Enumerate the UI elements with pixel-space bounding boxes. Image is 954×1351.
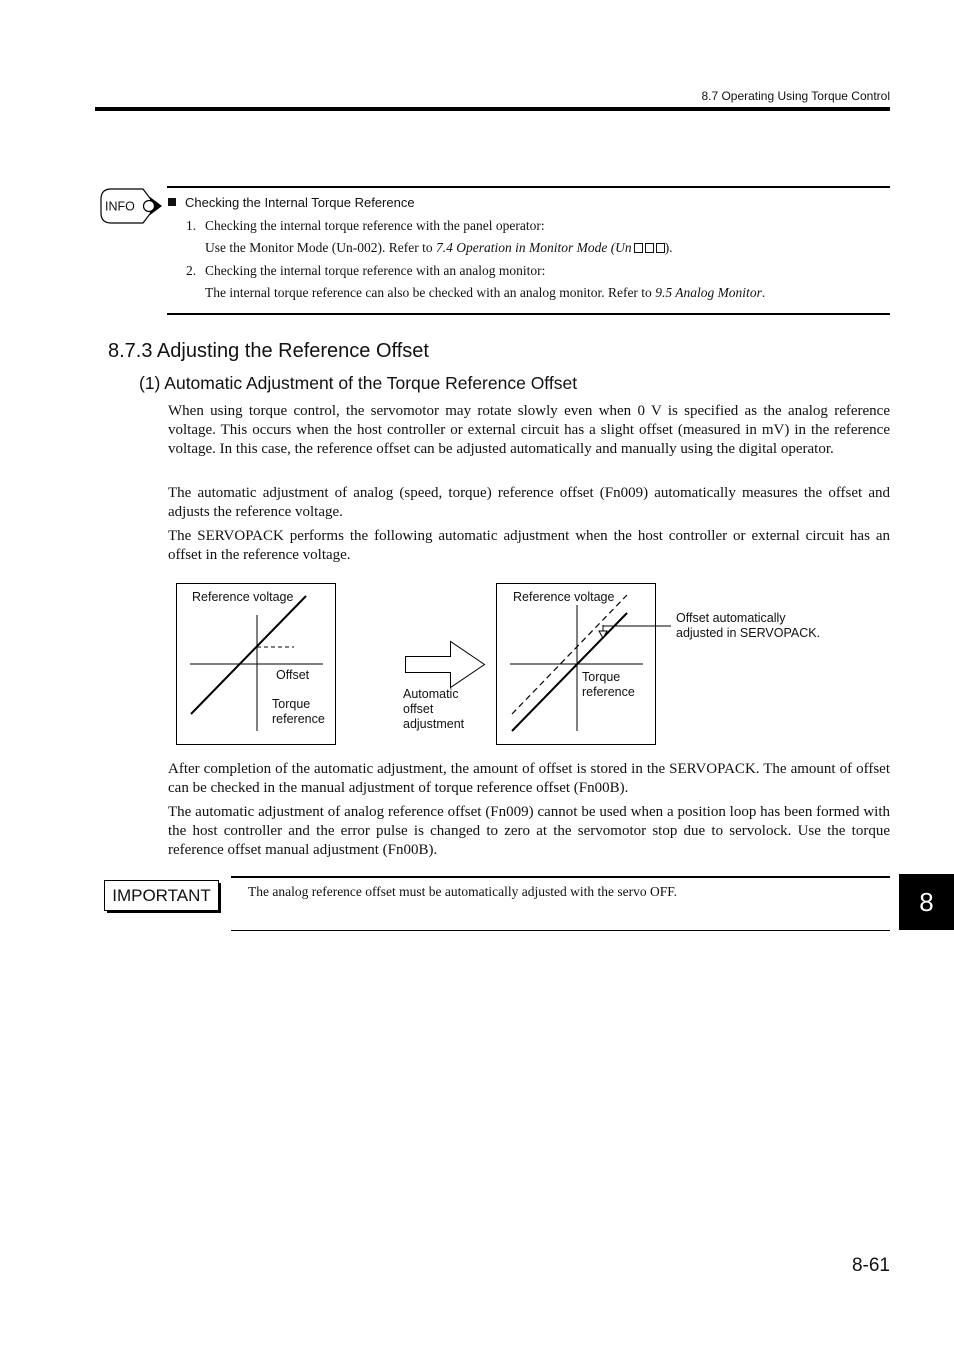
important-text: The analog reference offset must be automatically adjusted with the servo OFF. bbox=[248, 884, 678, 899]
callout-text: Offset automatically bbox=[676, 611, 786, 625]
info-heading-text: Checking the Internal Torque Reference bbox=[185, 195, 415, 210]
x-axis-label: reference bbox=[272, 712, 325, 726]
important-bottom-rule bbox=[231, 930, 890, 931]
box-glyph-icon bbox=[634, 243, 643, 253]
detail-prefix: Use the Monitor Mode (Un-002). Refer to bbox=[205, 240, 436, 255]
callout-text: adjusted in SERVOPACK. bbox=[676, 626, 821, 640]
info-top-rule bbox=[167, 186, 890, 188]
info-heading bbox=[168, 195, 415, 210]
header-rule bbox=[95, 107, 890, 111]
body-paragraph: The automatic adjustment of analog reference offset (Fn009) cannot be used when a position loop has been formed with the host controller and the error pulse is changed to zero at the servomotor stop due to servolock. Use the torque reference offset manual adjustment (Fn00B). bbox=[168, 804, 890, 859]
item-number: 1. bbox=[186, 218, 197, 233]
detail-suffix: ). bbox=[664, 240, 673, 255]
info-item bbox=[186, 218, 545, 234]
arrow-caption: offset bbox=[403, 702, 434, 716]
chapter-tab: 8 bbox=[899, 874, 954, 930]
body-paragraph: The SERVOPACK performs the following automatic adjustment when the host controller or external circuit has an offset in the reference voltage. bbox=[168, 528, 890, 564]
x-axis-label: reference bbox=[582, 685, 635, 699]
section-title: 8.7.3 Adjusting the Reference Offset bbox=[108, 340, 429, 362]
y-axis-label: Reference voltage bbox=[192, 590, 294, 604]
item-number: 2. bbox=[186, 263, 197, 278]
offset-adjustment-figure bbox=[170, 578, 870, 753]
running-header: 8.7 Operating Using Torque Control bbox=[701, 89, 890, 103]
cross-reference: 7.4 Operation in Monitor Mode (Un bbox=[435, 240, 632, 255]
before-adjustment-graph bbox=[177, 584, 336, 745]
info-item-detail bbox=[205, 240, 673, 256]
box-glyph-icon bbox=[656, 243, 665, 253]
cross-reference: 9.5 Analog Monitor bbox=[655, 285, 762, 300]
info-bottom-rule bbox=[167, 313, 890, 315]
body-paragraph: When using torque control, the servomotor may rotate slowly even when 0 V is specified as the analog reference voltage. This occurs when the host controller or external circuit has a slight offset (measured in mV) in the reference voltage. In this case, the reference offset can be adjusted automatically and manually using the digital operator. bbox=[168, 403, 890, 458]
item-text: Checking the internal torque reference with the panel operator: bbox=[205, 218, 545, 233]
offset-label: Offset bbox=[276, 668, 310, 682]
important-top-rule bbox=[231, 876, 890, 878]
detail-suffix: . bbox=[761, 285, 766, 300]
info-item-detail bbox=[205, 285, 765, 301]
important-badge: IMPORTANT bbox=[104, 880, 219, 911]
x-axis-label: Torque bbox=[272, 697, 311, 711]
subsection-title: (1) Automatic Adjustment of the Torque Reference Offset bbox=[139, 373, 578, 393]
arrow-caption: adjustment bbox=[403, 717, 465, 731]
y-axis-label: Reference voltage bbox=[513, 590, 615, 604]
x-axis-label: Torque bbox=[582, 670, 621, 684]
detail-prefix: The internal torque reference can also be checked with an analog monitor. Refer to bbox=[205, 285, 656, 300]
info-badge bbox=[99, 187, 165, 225]
body-paragraph: The automatic adjustment of analog (speed, torque) reference offset (Fn009) automatically measures the offset and adjusts the reference voltage. bbox=[168, 485, 890, 521]
square-bullet-icon bbox=[168, 198, 176, 206]
page-number: 8-61 bbox=[851, 1255, 890, 1276]
body-paragraph: After completion of the automatic adjustment, the amount of offset is stored in the SERVOPACK. The amount of offset can be checked in the manual adjustment of torque reference offset (Fn00B). bbox=[168, 761, 890, 797]
arrow-caption: Automatic bbox=[403, 687, 459, 701]
badge-shadow bbox=[219, 883, 221, 913]
after-adjustment-graph bbox=[497, 584, 656, 745]
box-glyph-icon bbox=[645, 243, 654, 253]
right-arrow-icon bbox=[406, 642, 485, 688]
item-text: Checking the internal torque reference with an analog monitor: bbox=[205, 263, 546, 278]
info-item bbox=[186, 263, 545, 279]
info-badge-label: INFO bbox=[105, 199, 135, 214]
badge-shadow bbox=[107, 911, 221, 913]
